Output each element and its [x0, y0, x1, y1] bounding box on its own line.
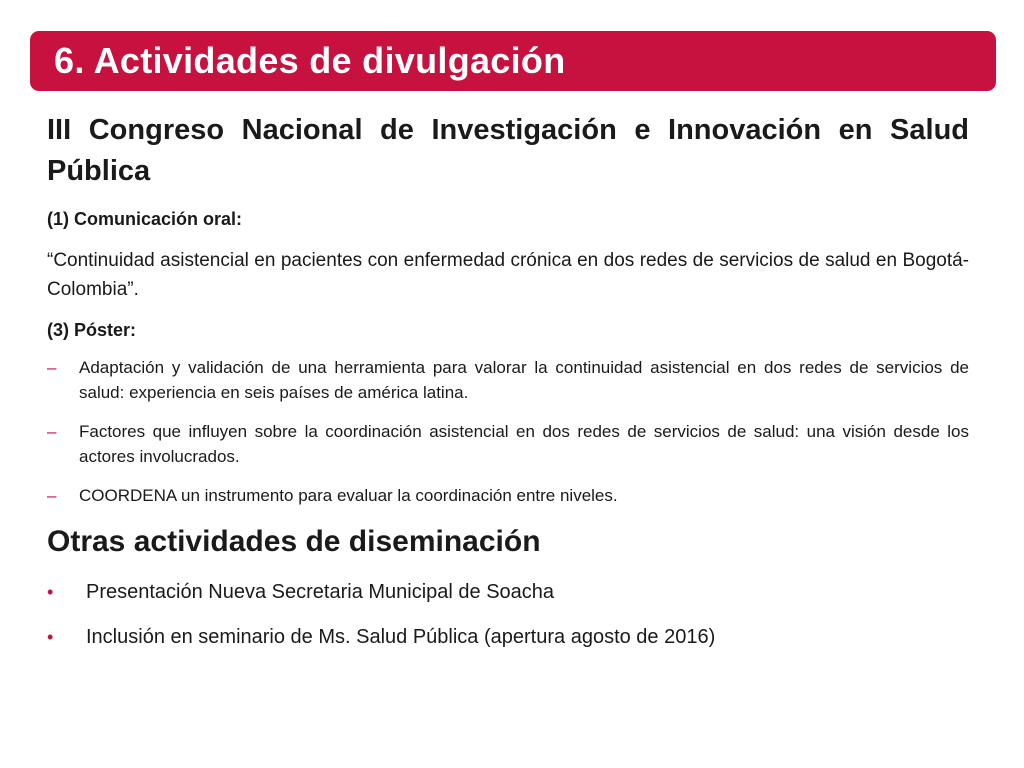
- other-activity-item: [47, 623, 969, 651]
- dash-bullet-icon: –: [47, 486, 57, 505]
- poster-item-text: COORDENA un instrumento para evaluar la coordinación entre niveles.: [79, 486, 618, 505]
- slide-title: 6. Actividades de divulgación: [54, 40, 566, 81]
- poster-item-text: Factores que influyen sobre la coordinación asistencial en dos redes de servicios de salud: una visión desde los actores involucrados.: [79, 422, 969, 466]
- other-activity-text: Presentación Nueva Secretaria Municipal de Soacha: [86, 581, 555, 603]
- slide-content: [47, 110, 969, 668]
- poster-item-text: Adaptación y validación de una herramienta para valorar la continuidad asistencial en dos redes de servicios de salud: experiencia en seis países de américa latina.: [79, 358, 969, 402]
- dot-bullet-icon: •: [47, 582, 54, 602]
- other-activity-text: Inclusión en seminario de Ms. Salud Pública (apertura agosto de 2016): [86, 626, 716, 648]
- poster-item: [47, 419, 969, 469]
- poster-list: [47, 355, 969, 508]
- poster-item: [47, 483, 969, 508]
- other-activities-heading: Otras actividades de diseminación: [47, 525, 541, 558]
- congress-title: III Congreso Nacional de Investigación e Innovación en Salud Pública: [47, 114, 969, 187]
- oral-communication-heading: (1) Comunicación oral:: [47, 209, 243, 229]
- title-bar: [30, 31, 996, 91]
- oral-communication-text: “Continuidad asistencial en pacientes con enfermedad crónica en dos redes de servicios de salud en Bogotá- Colombia”.: [47, 250, 969, 300]
- other-activities-list: [47, 578, 969, 651]
- dash-bullet-icon: –: [47, 422, 57, 441]
- other-activity-item: [47, 578, 969, 606]
- dash-bullet-icon: –: [47, 358, 57, 377]
- poster-heading: (3) Póster:: [47, 320, 137, 340]
- dot-bullet-icon: •: [47, 627, 54, 647]
- poster-item: [47, 355, 969, 405]
